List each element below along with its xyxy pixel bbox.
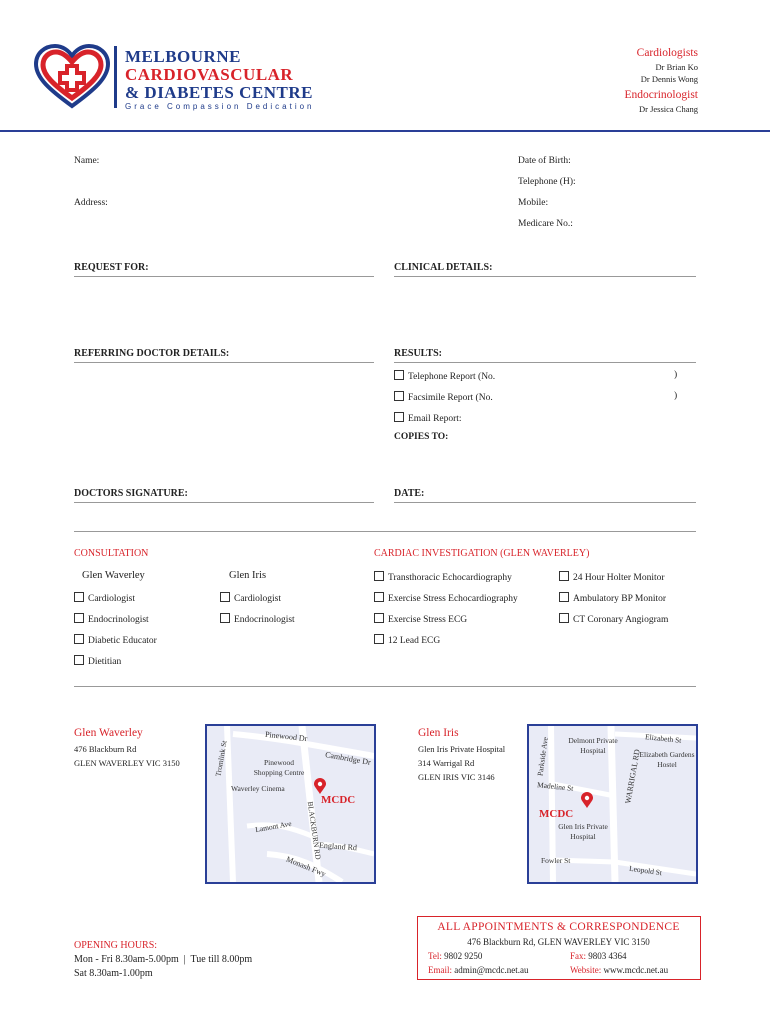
telephone-line: [428, 951, 482, 961]
map-label: Madeline St: [536, 780, 574, 793]
map-label: Waverley Cinema: [231, 784, 285, 793]
clinical-details-heading[interactable]: CLINICAL DETAILS:: [394, 262, 493, 273]
results-heading: RESULTS:: [394, 348, 442, 359]
option-label: 24 Hour Holter Monitor: [573, 573, 665, 583]
cardiologists-title: Cardiologists: [636, 47, 698, 59]
mobile-label[interactable]: Mobile:: [518, 198, 549, 208]
option-label: Transthoracic Echocardiography: [388, 573, 512, 583]
logo: [32, 44, 112, 110]
tel-value: 9802 9250: [444, 951, 483, 961]
option-label: CT Coronary Angiogram: [573, 615, 669, 625]
gw-address-line2: GLEN WAVERLEY VIC 3150: [74, 758, 180, 768]
mcdc-map-label: MCDC: [321, 794, 356, 806]
map-label: Monash Fwy: [284, 854, 328, 879]
map-label: Elizabeth Gardens Hostel: [639, 750, 695, 769]
lead-ecg-option[interactable]: [374, 634, 440, 646]
option-label: Ambulatory BP Monitor: [573, 594, 667, 604]
checkbox[interactable]: [559, 571, 569, 581]
ct-coronary-option[interactable]: [559, 613, 668, 625]
gw-dietitian-option[interactable]: [74, 655, 121, 667]
divider: [394, 276, 696, 277]
fax-line: [570, 951, 627, 961]
option-label: 12 Lead ECG: [388, 636, 441, 646]
option-label: Diabetic Educator: [88, 636, 157, 646]
glen-iris-subheading: Glen Iris: [229, 570, 267, 581]
opening-hours-heading: OPENING HOURS:: [74, 940, 158, 951]
request-for-heading[interactable]: REQUEST FOR:: [74, 262, 149, 273]
website-link[interactable]: www.mcdc.net.au: [603, 965, 669, 975]
gw-cardiologist-option[interactable]: [74, 592, 135, 604]
website-line: [570, 965, 668, 975]
map-label: Lamont Ave: [254, 818, 293, 835]
email-line: [428, 965, 529, 975]
fax-label: Fax:: [570, 951, 587, 961]
dob-label[interactable]: Date of Birth:: [518, 156, 571, 166]
endocrinologist-name: Dr Jessica Chang: [638, 104, 698, 114]
divider: [74, 276, 374, 277]
gi-address-line2: 314 Warrigal Rd: [418, 758, 475, 768]
email-report-label: Email Report:: [408, 414, 462, 424]
map-label: Leopold St: [628, 863, 663, 878]
facsimile-report-option[interactable]: [394, 391, 493, 403]
appointments-address: 476 Blackburn Rd, GLEN WAVERLEY VIC 3150: [467, 937, 650, 947]
gi-location-title: Glen Iris: [418, 727, 459, 739]
divider: [74, 502, 374, 503]
gw-endocrinologist-option[interactable]: [74, 613, 149, 625]
checkbox[interactable]: [374, 613, 384, 623]
address-label[interactable]: Address:: [74, 198, 108, 208]
centre-name-line2: CARDIOVASCULAR: [125, 65, 294, 84]
checkbox[interactable]: [220, 592, 230, 602]
exercise-stress-echo-option[interactable]: [374, 592, 518, 604]
tel-label: Tel:: [428, 951, 442, 961]
telephone-label[interactable]: Telephone (H):: [518, 177, 576, 187]
glen-waverley-subheading: Glen Waverley: [82, 570, 145, 581]
name-label[interactable]: Name:: [74, 156, 100, 166]
map-label: Parkside Ave: [535, 736, 550, 777]
map-label: Glen Iris Private Hospital: [558, 822, 608, 841]
close-paren: ): [674, 391, 678, 401]
website-label: Website:: [570, 965, 602, 975]
medicare-label[interactable]: Medicare No.:: [518, 219, 573, 229]
checkbox[interactable]: [74, 592, 84, 602]
section-divider: [74, 531, 696, 532]
map-label: Tromlink St: [213, 739, 229, 778]
doctors-signature-heading[interactable]: DOCTORS SIGNATURE:: [74, 488, 188, 499]
exercise-stress-ecg-option[interactable]: [374, 613, 467, 625]
logo-divider: [114, 46, 117, 108]
gw-map: [205, 724, 376, 884]
copies-to-heading[interactable]: COPIES TO:: [394, 432, 449, 442]
email-link[interactable]: admin@mcdc.net.au: [454, 965, 529, 975]
ambulatory-bp-option[interactable]: [559, 592, 666, 604]
date-heading[interactable]: DATE:: [394, 488, 425, 499]
gi-map: [527, 724, 698, 884]
checkbox[interactable]: [559, 613, 569, 623]
telephone-report-label: Telephone Report (No.: [408, 372, 496, 382]
option-label: Cardiologist: [234, 594, 281, 604]
gi-cardiologist-option[interactable]: [220, 592, 281, 604]
option-label: Cardiologist: [88, 594, 135, 604]
cardiologist-name: Dr Dennis Wong: [640, 74, 698, 84]
close-paren: ): [674, 370, 678, 380]
tagline: Grace Compassion Dedication: [125, 102, 315, 111]
gi-address-line1: Glen Iris Private Hospital: [418, 744, 506, 754]
gw-address-line1: 476 Blackburn Rd: [74, 744, 137, 754]
cardiologist-name: Dr Brian Ko: [655, 62, 698, 72]
map-label: Fowler St: [541, 856, 571, 865]
centre-name-line3: & DIABETES CENTRE: [125, 83, 313, 102]
option-label: Dietitian: [88, 657, 122, 667]
checkbox[interactable]: [74, 613, 84, 623]
gw-location-title: Glen Waverley: [74, 727, 143, 739]
transthoracic-echo-option[interactable]: [374, 571, 512, 583]
checkbox[interactable]: [220, 613, 230, 623]
gi-address-line3: GLEN IRIS VIC 3146: [418, 772, 495, 782]
centre-name-line1: MELBOURNE: [125, 47, 241, 66]
checkbox[interactable]: [374, 571, 384, 581]
option-label: Exercise Stress ECG: [388, 615, 468, 625]
opening-hours-weekday: Mon - Fri 8.30am-5.00pm | Tue till 8.00pm: [74, 954, 253, 965]
checkbox[interactable]: [559, 592, 569, 602]
gw-diabetic-educator-option[interactable]: [74, 634, 157, 646]
endocrinologist-title: Endocrinologist: [624, 89, 698, 101]
map-label: Pinewood Dr: [264, 729, 308, 744]
checkbox[interactable]: [74, 634, 84, 644]
divider: [394, 362, 696, 363]
option-label: Endocrinologist: [88, 615, 149, 625]
appointments-box: [417, 916, 701, 980]
gi-endocrinologist-option[interactable]: [220, 613, 295, 625]
map-label: BLACKBURN RD: [305, 800, 323, 861]
map-label: Delmont Private Hospital: [568, 736, 618, 755]
map-label: Elizabeth St: [644, 732, 682, 745]
checkbox[interactable]: [374, 634, 384, 644]
checkbox[interactable]: [394, 370, 404, 380]
option-label: Endocrinologist: [234, 615, 295, 625]
divider: [74, 362, 374, 363]
fax-value: 9803 4364: [588, 951, 627, 961]
email-label: Email:: [428, 965, 452, 975]
map-label: WARRIGAL RD: [623, 748, 642, 805]
opening-hours-saturday: Sat 8.30am-1.00pm: [74, 968, 153, 979]
option-label: Exercise Stress Echocardiography: [388, 594, 518, 604]
referring-doctor-heading[interactable]: REFERRING DOCTOR DETAILS:: [74, 348, 230, 359]
cardiac-investigation-heading: CARDIAC INVESTIGATION (GLEN WAVERLEY): [374, 548, 590, 559]
map-label: Cambridge Dr: [324, 750, 372, 767]
checkbox[interactable]: [74, 655, 84, 665]
telephone-report-option[interactable]: [394, 370, 495, 382]
checkbox[interactable]: [374, 592, 384, 602]
header-rule: [0, 130, 770, 132]
facsimile-report-label: Facsimile Report (No.: [408, 393, 493, 403]
map-label: Pinewood Shopping Centre: [253, 758, 305, 777]
section-divider: [74, 686, 696, 687]
checkbox[interactable]: [394, 391, 404, 401]
checkbox[interactable]: [394, 412, 404, 422]
holter-monitor-option[interactable]: [559, 571, 665, 583]
email-report-option[interactable]: [394, 412, 462, 424]
divider: [394, 502, 696, 503]
mcdc-map-label: MCDC: [539, 808, 574, 820]
appointments-heading: ALL APPOINTMENTS & CORRESPONDENCE: [437, 921, 680, 933]
map-label: England Rd: [318, 840, 358, 853]
consultation-heading: CONSULTATION: [74, 548, 149, 559]
